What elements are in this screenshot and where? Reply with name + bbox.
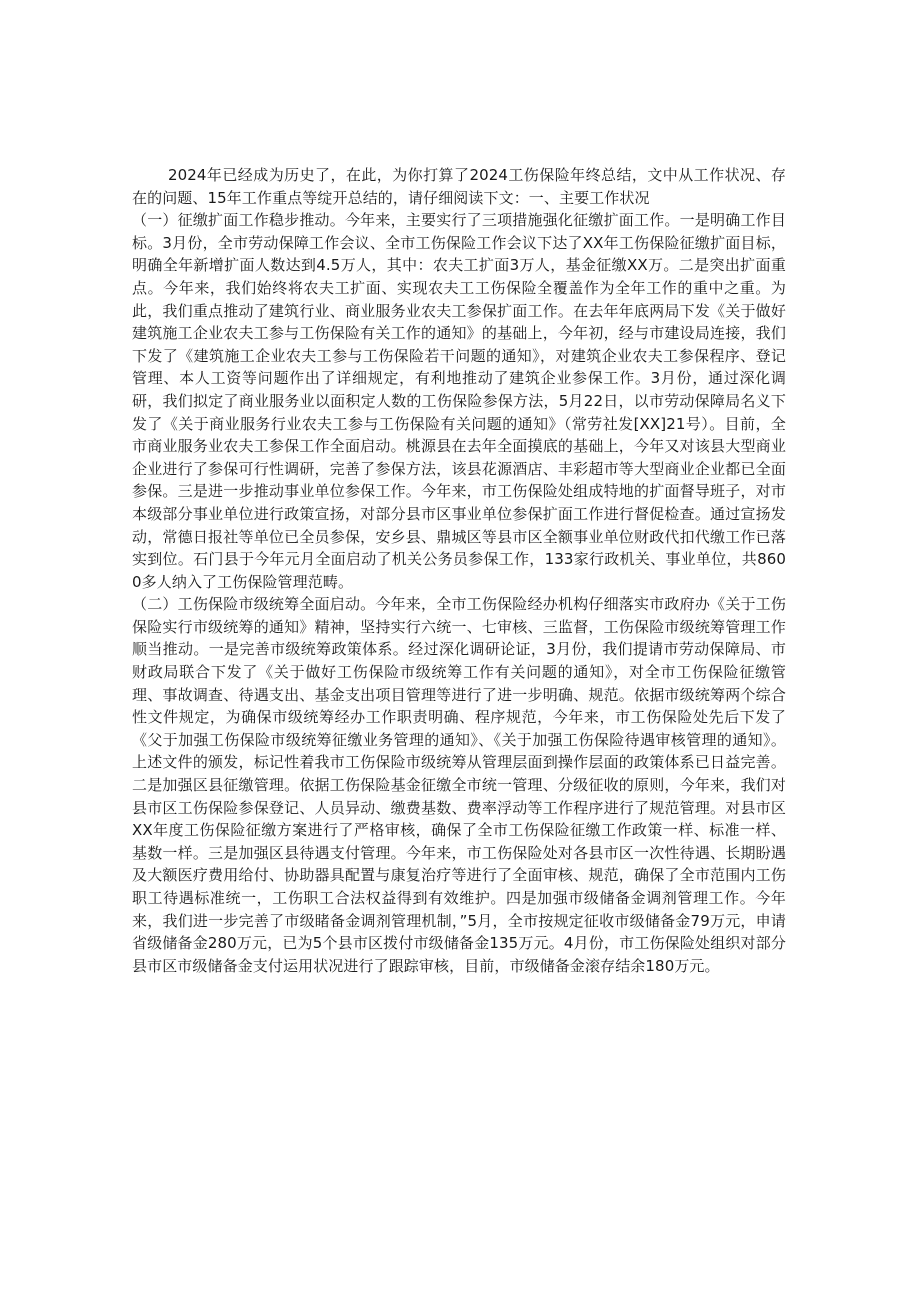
document-page — [132, 164, 786, 977]
intro-paragraph: 2024年已经成为历史了，在此，为你打算了2024工伤保险年终总结，文中从工作状况、存在的问题、15年工作重点等绽开总结的，请仔细阅读下文：一、主要工作状况 — [132, 166, 786, 207]
section-2-paragraph: （二）工伤保险市级统筹全面启动。今年来，全市工伤保险经办机构仔细落实市政府办《关于工伤保险实行市级统筹的通知》精神，坚持实行六统一、七审核、三监督，工伤保险市级统筹管理工作顺当推动。一是完善市级统筹政策体系。经过深化调研论证，3月份，我们提请市劳动保障局、市财政局联合下发了《关于做好工伤保险市级统筹工作有关问题的通知》，对全市工伤保险征缴管理、事故调查、待遇支出、基金支出项目管理等进行了进一步明确、规范。依据市级统筹两个综合性文件规定，为确保市级统筹经办工作职责明确、程序规范，今年来，市工伤保险处先后下发了《父于加强工伤保险市级统筹征缴业务管理的通知》、《关于加强工伤保险待遇审核管理的通知》。上述文件的颁发，标记性着我市工伤保险市级统筹从管理层面到操作层面的政策体系已日益完善。二是加强区县征缴管理。依据工伤保险基金征缴全市统一管理、分级征收的原则，今年来，我们对县市区工伤保险参保登记、人员异动、缴费基数、费率浮动等工作程序进行了规范管理。对县市区XX年度工伤保险征缴方案进行了严格审核，确保了全市工伤保险征缴工作政策一样、标准一样、基数一样。三是加强区县待遇支付管理。今年来，市工伤保险处对各县市区一次性待遇、长期盼遇及大额医疗费用给付、协助器具配置与康复治疗等进行了全面审核、规范，确保了全市范围内工伤职工待遇标准统一，工伤职工合法权益得到有效维护。四是加强市级储备金调剂管理工作。今年来，我们进一步完善了市级睹备金调剂管理机制，”5月，全市按规定征收市级储备金79万元，申请省级储备金280万元，已为5个县市区拨付市级储备金135万元。4月份，市工伤保险处组织对部分县市区市级储备金支付运用状况进行了跟踪审核，目前，市级储备金滚存结余180万元。 — [132, 595, 786, 975]
section-1-paragraph: （一）征缴扩面工作稳步推动。今年来，主要实行了三项措施强化征缴扩面工作。一是明确工作目标。3月份，全市劳动保障工作会议、全市工伤保险工作会议下达了XX年工伤保险征缴扩面目标，明确全年新增扩面人数达到4.5万人，其中：农夫工扩面3万人，基金征缴XX万。二是突出扩面重点。今年来，我们始终将农夫工扩面、实现农夫工工伤保险全覆盖作为全年工作的重中之重。为此，我们重点推动了建筑行业、商业服务业农夫工参保扩面工作。在去年年底两局下发《关于做好建筑施工企业农夫工参与工伤保险有关工作的通知》的基础上，今年初，经与市建设局连接，我们下发了《建筑施工企业农夫工参与工伤保险若干问题的通知》，对建筑企业农夫工参保程序、登记管理、本人工资等问题作出了详细规定，有利地推动了建筑企业参保工作。3月份，通过深化调研，我们拟定了商业服务业以面积定人数的工伤保险参保方法，5月22日，以市劳动保障局名义下发了《关于商业服务行业农夫工参与工伤保险有关问题的通知》（常劳社发[XX]21号）。目前，全市商业服务业农夫工参保工作全面启动。桃源县在去年全面摸底的基础上，今年又对该县大型商业企业进行了参保可行性调研，完善了参保方法，该县花源酒店、丰彩超市等大型商业企业都已全面参保。三是进一步推动事业单位参保工作。今年来，市工伤保险处组成特地的扩面督导班子，对市本级部分事业单位进行政策宣扬，对部分县市区事业单位参保扩面工作进行督促检查。通过宣扬发动，常德日报社等单位已全员参保，安乡县、鼎城区等县市区全额事业单位财政代扣代缴工作已落实到位。石门县于今年元月全面启动了机关公务员参保工作，133家行政机关、事业单位，共8600多人纳入了工伤保险管理范畴。 — [132, 211, 786, 591]
